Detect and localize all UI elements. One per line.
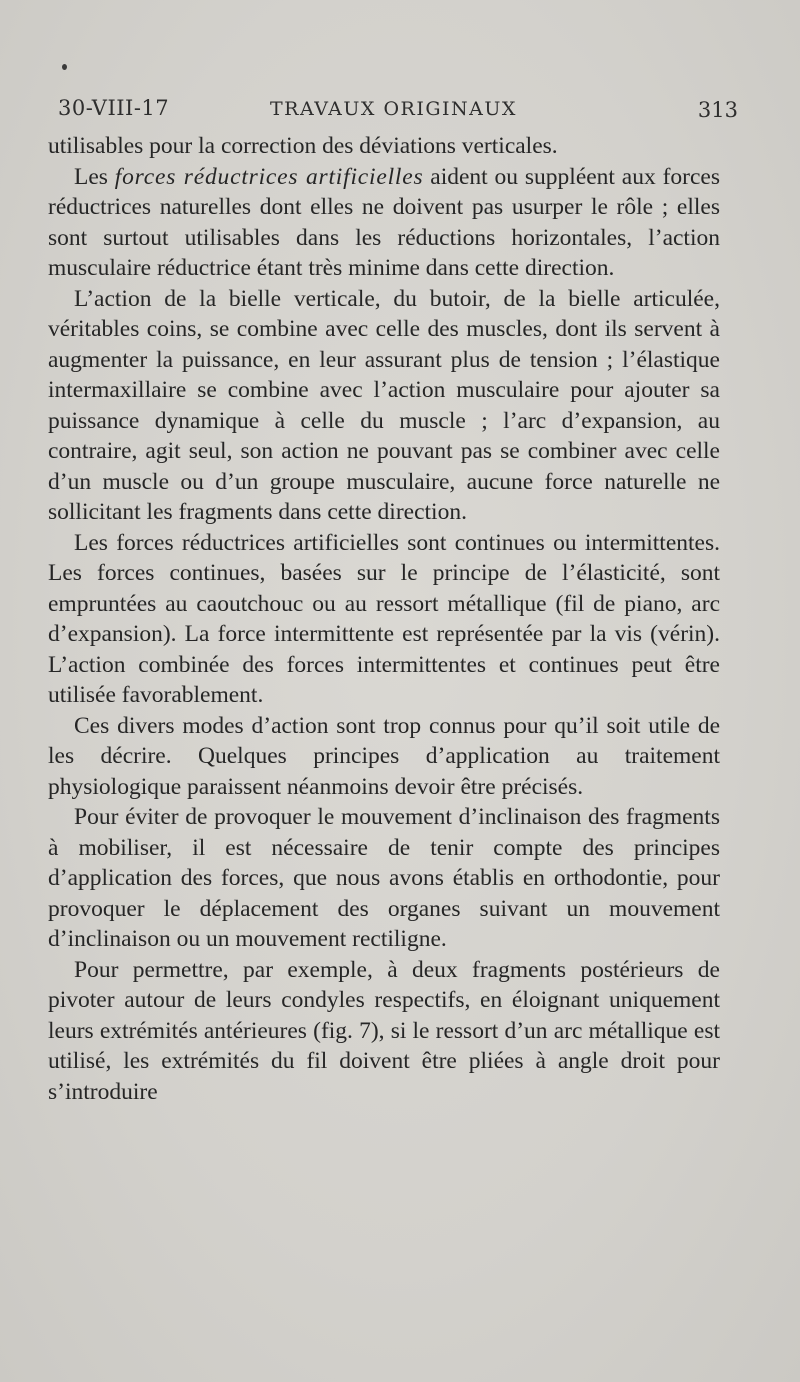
paragraph-3: L’action de la bielle verticale, du butoir, de la bielle articulée, véritables coins, se combine avec celle des muscles, dont ils servent à augmenter la puissance, en leur assurant plus de tension ; l’élastique intermaxillaire se combine avec l’action musculaire pour ajouter sa puissance dynamique à celle du muscle ; l’arc d’expansion, au contraire, agit seul, son action ne pouvant pas se combiner avec celle d’un muscle ou d’un groupe musculaire, aucune force naturelle ne sollicitant les fragments dans cette direction. xyxy=(48,285,720,525)
paragraph-4: Les forces réductrices artificielles sont continues ou intermittentes. Les forces continues, basées sur le principe de l’élasticité, sont empruntées au caoutchouc ou au ressort métallique (fil de piano, arc d’expansion). La force intermittente est représentée par la vis (vérin). L’action combinée des forces intermittentes et continues peut être utilisée favorablement. xyxy=(48,529,720,708)
ink-speck xyxy=(62,64,67,70)
paragraph-2 xyxy=(48,162,720,284)
paragraph-1: utilisables pour la correction des déviations verticales. xyxy=(48,133,558,159)
running-header xyxy=(58,92,738,126)
header-title: TRAVAUX ORIGINAUX xyxy=(270,98,517,120)
paragraph-2-lead: Les xyxy=(74,163,115,190)
paragraph-6: Pour éviter de provoquer le mouvement d’inclinaison des fragments à mobiliser, il est nécessaire de tenir compte des principes d’application des forces, que nous avons établis en orthodontie, pour provoquer le déplacement des organes suivant un mouvement d’inclinaison ou un mouvement rectiligne. xyxy=(48,804,720,952)
paragraph-2-rest: aident ou suppléent aux forces réductrices naturelles dont elles ne doivent pas usurper le rôle ; elles sont surtout utilisables dans les réductions horizontales, l’action musculaire réductrice étant très minime dans cette direction. xyxy=(48,163,721,281)
page-number: 313 xyxy=(697,98,738,122)
header-date: 30-VIII-17 xyxy=(58,96,170,120)
body-text xyxy=(48,131,720,1107)
paragraph-5: Ces divers modes d’action sont trop connus pour qu’il soit utile de les décrire. Quelques principes d’application au traitement physiologique paraissent néanmoins devoir être précisés. xyxy=(48,712,720,800)
paragraph-7: Pour permettre, par exemple, à deux fragments postérieurs de pivoter autour de leurs condyles respectifs, en éloignant uniquement leurs extrémités antérieures (fig. 7), si le ressort d’un arc métallique est utilisé, les extrémités du fil doivent être pliées à angle droit pour s’introduire xyxy=(48,956,720,1105)
paragraph-2-emphasis: forces réductrices artificielles xyxy=(114,163,424,190)
